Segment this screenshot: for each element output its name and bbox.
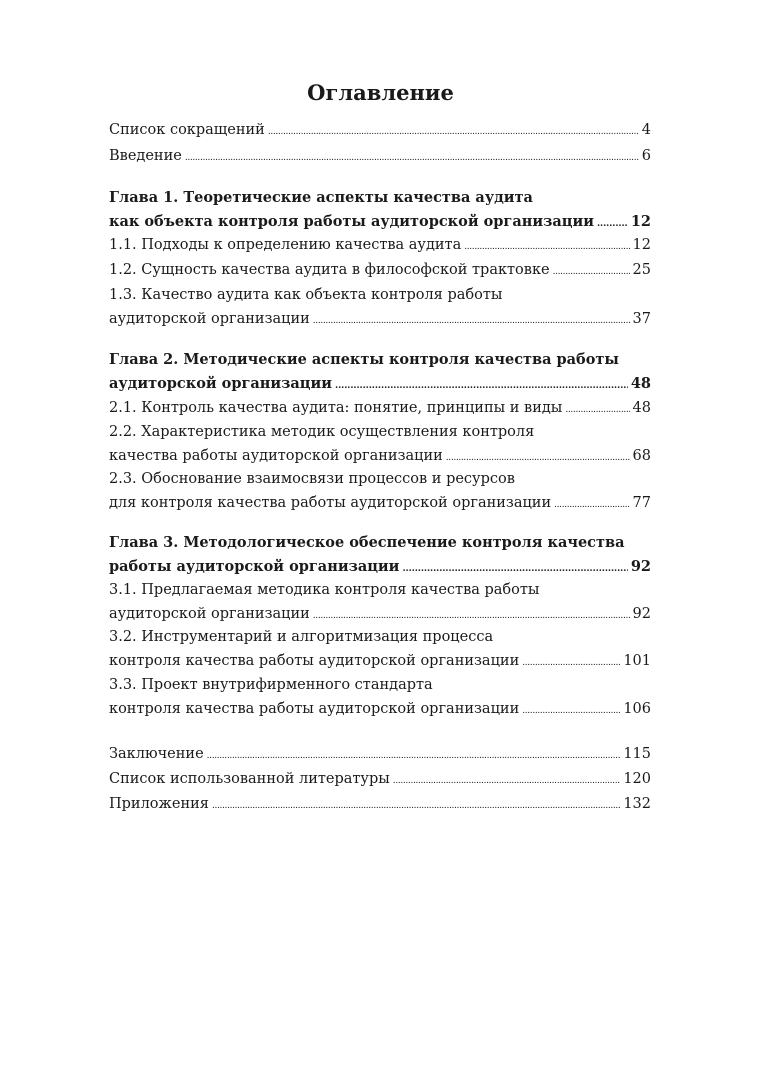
leader-dots [313,307,630,331]
toc-entry-section-2-1[interactable]: 2.1. Контроль качества аудита: понятие, принципы и виды . . . 48 [109,396,651,420]
toc-entry-introduction[interactable]: Введение . . . 6 [109,144,651,168]
leader-dots [313,602,630,626]
leader-dots [185,144,639,168]
leader-dots [553,258,630,282]
toc-entry-conclusion[interactable]: Заключение . . . 115 [109,742,651,766]
page-number: 25 [632,262,651,278]
toc-entry-chapter-2[interactable]: Глава 2. Методические аспекты контроля качества работы аудиторской организации . . . 48 [109,348,651,396]
toc-entry-section-3-3[interactable]: 3.3. Проект внутрифирменного стандарта контроля качества работы аудиторской организации . . . 106 [109,673,651,721]
toc-entry-section-3-1[interactable]: 3.1. Предлагаемая методика контроля качества работы аудиторской организации . . . 92 [109,578,651,626]
leader-dots [554,491,629,515]
page-number: 6 [641,148,651,164]
leader-dots [565,396,629,420]
toc-entry-abbreviations[interactable]: Список сокращений . . . 4 [109,118,651,142]
toc-entry-section-2-2[interactable]: 2.2. Характеристика методик осуществления контроля качества работы аудиторской организации . . . 68 [109,420,651,468]
leader-dots [393,767,621,791]
page-number: 120 [623,771,651,787]
page-number: 12 [630,213,651,230]
leader-dots [268,118,639,142]
toc-entry-section-2-3[interactable]: 2.3. Обоснование взаимосвязи процессов и ресурсов для контроля качества работы аудиторской организации . . . 77 [109,467,651,515]
toc-entry-section-1-3[interactable]: 1.3. Качество аудита как объекта контроля работы аудиторской организации . . . 37 [109,283,651,331]
page-number: 101 [623,653,651,669]
toc-entry-section-3-2[interactable]: 3.2. Инструментарий и алгоритмизация процесса контроля качества работы аудиторской организации . . . 101 [109,625,651,673]
toc-entry-section-1-2[interactable]: 1.2. Сущность качества аудита в философской трактовке . . . 25 [109,258,651,282]
leader-dots [402,555,627,579]
toc-entry-section-1-1[interactable]: 1.1. Подходы к определению качества аудита . . . 12 [109,233,651,257]
page-title: Оглавление [307,80,454,105]
leader-dots [212,792,620,816]
page-number: 48 [632,400,651,416]
leader-dots [522,649,620,673]
page-number: 4 [641,122,651,138]
page-number: 92 [632,606,651,622]
leader-dots [335,372,628,396]
leader-dots [597,210,628,234]
page-number: 77 [632,495,651,511]
toc-entry-references[interactable]: Список использованной литературы . . . 120 [109,767,651,791]
page-number: 48 [630,375,651,392]
toc-entry-chapter-1[interactable]: Глава 1. Теоретические аспекты качества аудита как объекта контроля работы аудиторской организации . . . 12 [109,186,651,234]
toc-entry-appendices[interactable]: Приложения . . . 132 [109,792,651,816]
page-number: 132 [623,796,651,812]
page-number: 106 [623,701,651,717]
leader-dots [446,444,630,468]
page-number: 12 [632,237,651,253]
page-number: 37 [632,311,651,327]
leader-dots [522,697,620,721]
page-number: 92 [630,558,651,575]
page-number: 68 [632,448,651,464]
toc-entry-chapter-3[interactable]: Глава 3. Методологическое обеспечение контроля качества работы аудиторской организации . . . 92 [109,531,651,579]
page-number: 115 [623,746,651,762]
leader-dots [207,742,621,766]
leader-dots [464,233,629,257]
